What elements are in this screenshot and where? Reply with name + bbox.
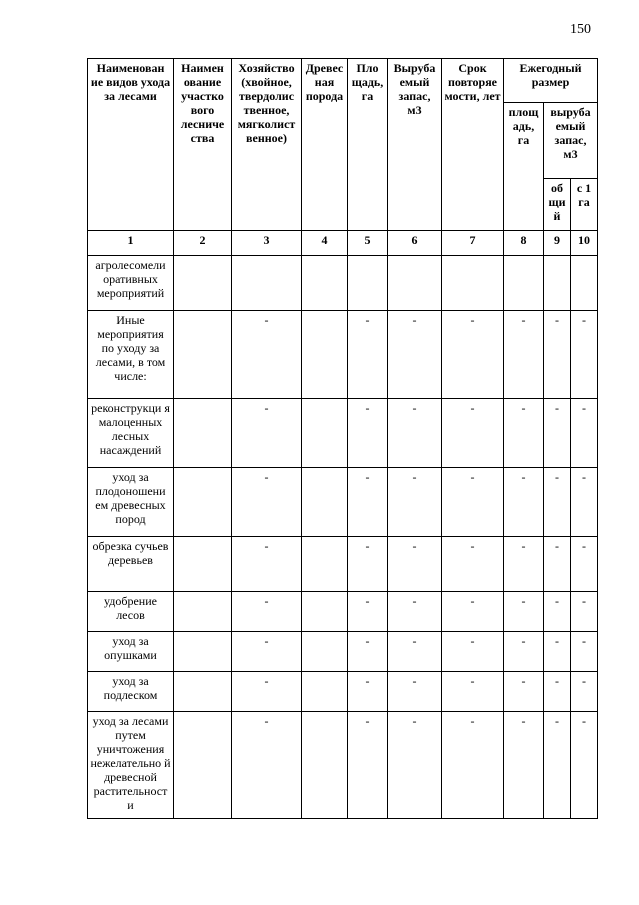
care-type-name: Иные мероприятия по уходу за лесами, в том числе: — [88, 311, 174, 399]
table-row — [88, 256, 598, 311]
table-cell: - — [232, 311, 302, 399]
table-cell — [571, 256, 598, 311]
table-cell: - — [442, 712, 504, 819]
column-number: 1 — [88, 231, 174, 256]
table-cell: - — [544, 592, 571, 632]
table-cell — [174, 537, 232, 592]
table-cell: - — [232, 399, 302, 468]
care-type-name: уход за лесами путем уничтожения нежелательно й древесной растительност и — [88, 712, 174, 819]
table-cell: - — [388, 537, 442, 592]
table-row — [88, 712, 598, 819]
table-cell: - — [442, 632, 504, 672]
table-row — [88, 672, 598, 712]
table-cell: - — [348, 399, 388, 468]
header-cut-volume: Выруба емый запас, м3 — [388, 59, 442, 231]
table-row — [88, 311, 598, 399]
header-volume-total: об щи й — [544, 179, 571, 231]
table-cell: - — [348, 712, 388, 819]
header-volume-per-ha: с 1 га — [571, 179, 598, 231]
table-cell: - — [442, 311, 504, 399]
header-area: Пло щадь, га — [348, 59, 388, 231]
table-cell — [232, 256, 302, 311]
table-cell — [174, 712, 232, 819]
table-cell: - — [571, 468, 598, 537]
forest-care-table — [87, 58, 598, 819]
table-cell: - — [442, 592, 504, 632]
table-cell: - — [232, 592, 302, 632]
table-cell: - — [504, 537, 544, 592]
table-cell: - — [504, 712, 544, 819]
table-cell: - — [388, 712, 442, 819]
table-cell — [442, 256, 504, 311]
table-cell — [388, 256, 442, 311]
table-cell: - — [504, 632, 544, 672]
table-cell: - — [442, 537, 504, 592]
table-cell: - — [544, 399, 571, 468]
table-cell: - — [504, 672, 544, 712]
column-number: 3 — [232, 231, 302, 256]
table-cell: - — [504, 468, 544, 537]
header-annual-volume: выруба емый запас, м3 — [544, 103, 598, 179]
column-number: 7 — [442, 231, 504, 256]
header-forestry-district: Наимен ование участко вого лесниче ства — [174, 59, 232, 231]
table-cell — [174, 468, 232, 537]
header-annual-size: Ежегодный размер — [504, 59, 598, 103]
table-cell — [348, 256, 388, 311]
care-type-name: реконструкци я малоценных лесных насаждений — [88, 399, 174, 468]
table-cell — [302, 672, 348, 712]
table-cell: - — [442, 399, 504, 468]
table-cell: - — [442, 672, 504, 712]
table-cell: - — [388, 672, 442, 712]
table-cell: - — [544, 672, 571, 712]
table-cell — [544, 256, 571, 311]
column-number: 6 — [388, 231, 442, 256]
care-type-name: агролесомели оративных мероприятий — [88, 256, 174, 311]
column-number: 2 — [174, 231, 232, 256]
table-cell — [302, 468, 348, 537]
table-cell — [302, 632, 348, 672]
table-cell: - — [232, 672, 302, 712]
table-cell — [302, 537, 348, 592]
header-economy-type: Хозяйство (хвойное, твердолис твенное, мягколист венное) — [232, 59, 302, 231]
table-cell — [302, 592, 348, 632]
table-cell: - — [232, 632, 302, 672]
table-cell — [504, 256, 544, 311]
table-cell: - — [348, 672, 388, 712]
table-cell: - — [504, 592, 544, 632]
table-cell: - — [388, 632, 442, 672]
table-cell — [302, 399, 348, 468]
table-cell: - — [571, 712, 598, 819]
table-cell: - — [571, 632, 598, 672]
table-row — [88, 537, 598, 592]
header-tree-species: Древес ная порода — [302, 59, 348, 231]
table-cell: - — [571, 672, 598, 712]
column-number: 8 — [504, 231, 544, 256]
table-cell: - — [571, 537, 598, 592]
column-number: 5 — [348, 231, 388, 256]
header-care-type: Наименован ие видов ухода за лесами — [88, 59, 174, 231]
care-type-name: уход за подлеском — [88, 672, 174, 712]
table-row — [88, 399, 598, 468]
table-cell: - — [544, 537, 571, 592]
table-cell — [174, 399, 232, 468]
table-cell: - — [388, 399, 442, 468]
table-cell: - — [388, 311, 442, 399]
column-number: 9 — [544, 231, 571, 256]
table-cell: - — [571, 399, 598, 468]
table-cell: - — [388, 592, 442, 632]
table-cell: - — [348, 592, 388, 632]
care-type-name: уход за плодоношени ем древесных пород — [88, 468, 174, 537]
table-cell: - — [388, 468, 442, 537]
column-number: 10 — [571, 231, 598, 256]
table-cell: - — [571, 311, 598, 399]
page-number: 150 — [570, 22, 591, 37]
table-cell — [174, 632, 232, 672]
table-cell: - — [348, 311, 388, 399]
care-type-name: удобрение лесов — [88, 592, 174, 632]
care-type-name: обрезка сучьев деревьев — [88, 537, 174, 592]
header-repeat-period: Срок повторяе мости, лет — [442, 59, 504, 231]
table-row — [88, 468, 598, 537]
table-cell: - — [544, 712, 571, 819]
table-row — [88, 632, 598, 672]
table-cell: - — [571, 592, 598, 632]
table-cell: - — [232, 468, 302, 537]
header-annual-area: площ адь, га — [504, 103, 544, 231]
table-cell — [302, 712, 348, 819]
table-cell — [174, 672, 232, 712]
table-cell: - — [348, 537, 388, 592]
table-cell: - — [544, 468, 571, 537]
table-cell — [302, 311, 348, 399]
table-cell — [174, 256, 232, 311]
column-number-row — [88, 231, 598, 256]
care-type-name: уход за опушками — [88, 632, 174, 672]
table-cell: - — [232, 712, 302, 819]
table-cell: - — [442, 468, 504, 537]
table-cell: - — [544, 311, 571, 399]
table-cell: - — [232, 537, 302, 592]
table-cell: - — [348, 632, 388, 672]
table-cell: - — [504, 311, 544, 399]
table-row — [88, 592, 598, 632]
table-cell: - — [504, 399, 544, 468]
table-cell — [174, 311, 232, 399]
column-number: 4 — [302, 231, 348, 256]
table-cell — [174, 592, 232, 632]
table-cell: - — [348, 468, 388, 537]
table-cell: - — [544, 632, 571, 672]
table-cell — [302, 256, 348, 311]
